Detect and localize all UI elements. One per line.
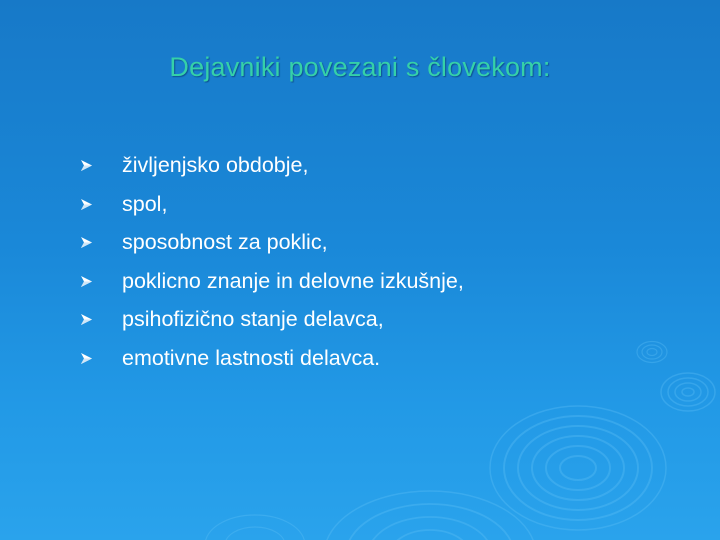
list-item-text: emotivne lastnosti delavca. — [122, 345, 381, 370]
ripple-small-right — [661, 373, 715, 411]
ripple-tiny — [637, 342, 667, 363]
list-item-text: življenjsko obdobje, — [122, 153, 309, 177]
slide-title: Dejavniki povezani s človekom: — [169, 52, 551, 82]
arrow-bullet-icon — [80, 275, 93, 288]
list-item-text: psihofizično stanje delavca, — [122, 307, 384, 332]
ripple-bottom — [324, 491, 536, 540]
arrow-bullet-icon — [80, 198, 93, 211]
list-item-text: poklicno znanje in delovne izkušnje, — [122, 268, 464, 293]
arrow-bullet-icon — [80, 313, 93, 326]
ripple-large — [490, 406, 666, 530]
list-item-text: spol, — [122, 191, 168, 216]
ripple-bottom-left — [205, 515, 305, 540]
arrow-bullet-icon — [80, 236, 93, 249]
list-item-text: sposobnost za poklic, — [122, 230, 328, 255]
arrow-bullet-icon — [80, 352, 93, 365]
arrow-bullet-icon — [80, 159, 93, 172]
